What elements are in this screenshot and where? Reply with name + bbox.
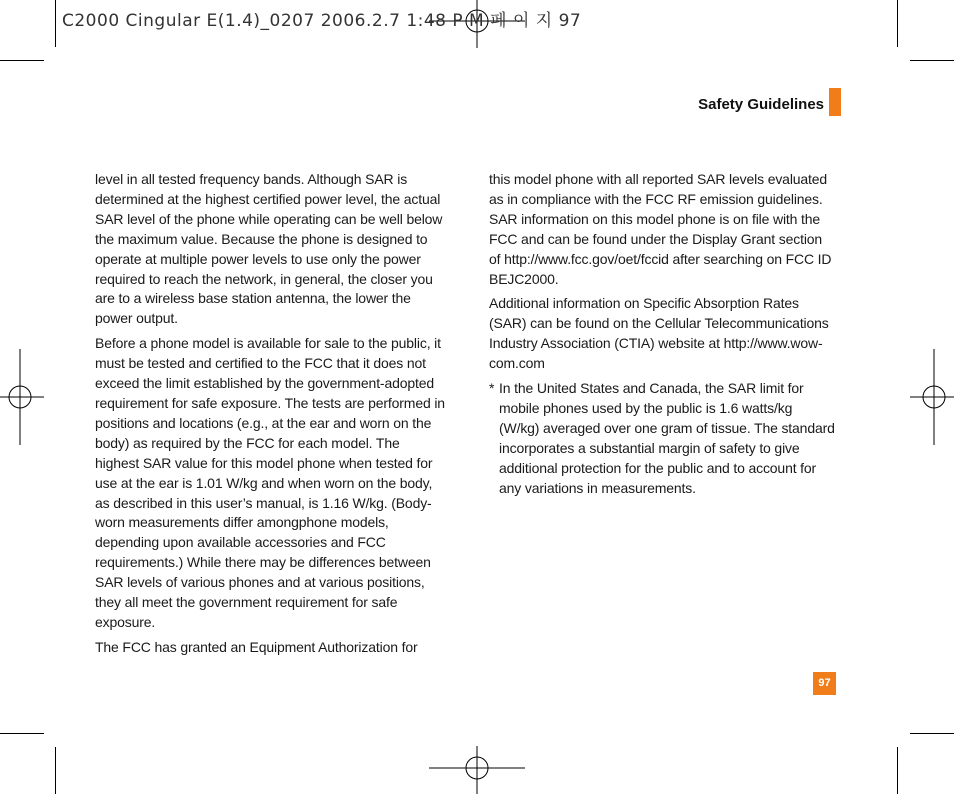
footnote-marker: * [489, 380, 495, 397]
footnote-text: In the United States and Canada, the SAR limit for mobile phones used by the public is 1.6 watts/kg (W/kg) averaged over one gram of tissue. The standard incorporates a substantial margin of safety to give additional protection for the public and to account for any variations in measurements. [499, 380, 835, 496]
paragraph: Additional information on Specific Absorption Rates (SAR) can be found on the Cellular Telecommunications Industry Association (CTIA) website at http://www.wow-com.com [489, 295, 829, 372]
registration-mark-right [910, 349, 954, 445]
section-title: Safety Guidelines [698, 96, 824, 113]
page-number: 97 [813, 672, 836, 695]
crop-mark [0, 733, 44, 734]
section-tab-marker [829, 88, 841, 116]
crop-mark [55, 747, 56, 794]
crop-mark [910, 733, 954, 734]
footnote [489, 379, 835, 498]
left-column [95, 170, 445, 663]
registration-mark-bottom [429, 746, 525, 794]
crop-mark [897, 0, 898, 47]
crop-mark [910, 60, 954, 61]
crop-mark [55, 0, 56, 47]
crop-mark [0, 60, 44, 61]
right-column [489, 170, 835, 499]
paragraph: Before a phone model is available for sale to the public, it must be tested and certified to the FCC that it does not exceed the limit established by the government-adopted requirement for safe exposure. The tests are performed in positions and locations (e.g., at the ear and worn on the body) as required by the FCC for each model. The highest SAR value for this model phone when tested for use at the ear is 1.01 W/kg and when worn on the body, as described in this user’s manual, is 1.16 W/kg. (Body-worn measurements differ amongphone models, depending upon available accessories and FCC requirements.) While there may be differences between SAR levels of various phones and at various positions, they all meet the government requirement for safe exposure. [95, 335, 445, 630]
registration-mark-left [0, 349, 44, 445]
paragraph: The FCC has granted an Equipment Authorization for [95, 638, 418, 655]
paragraph: this model phone with all reported SAR levels evaluated as in compliance with the FCC RF emission guidelines. SAR information on this model phone is on file with the FCC and can be found under the Display Grant section of http://www.fcc.gov/oet/fccid after searching on FCC ID BEJC2000. [489, 171, 832, 287]
paragraph: level in all tested frequency bands. Although SAR is determined at the highest certified power level, the actual SAR level of the phone while operating can be well below the maximum value. Because the phone is designed to operate at multiple power levels to use only the power required to reach the network, in general, the closer you are to a wireless base station antenna, the lower the power output. [95, 171, 443, 327]
crop-mark [897, 747, 898, 794]
print-slug: C2000 Cingular E(1.4)_0207 2006.2.7 1:48 P M 페 이 지 97 [62, 11, 582, 31]
